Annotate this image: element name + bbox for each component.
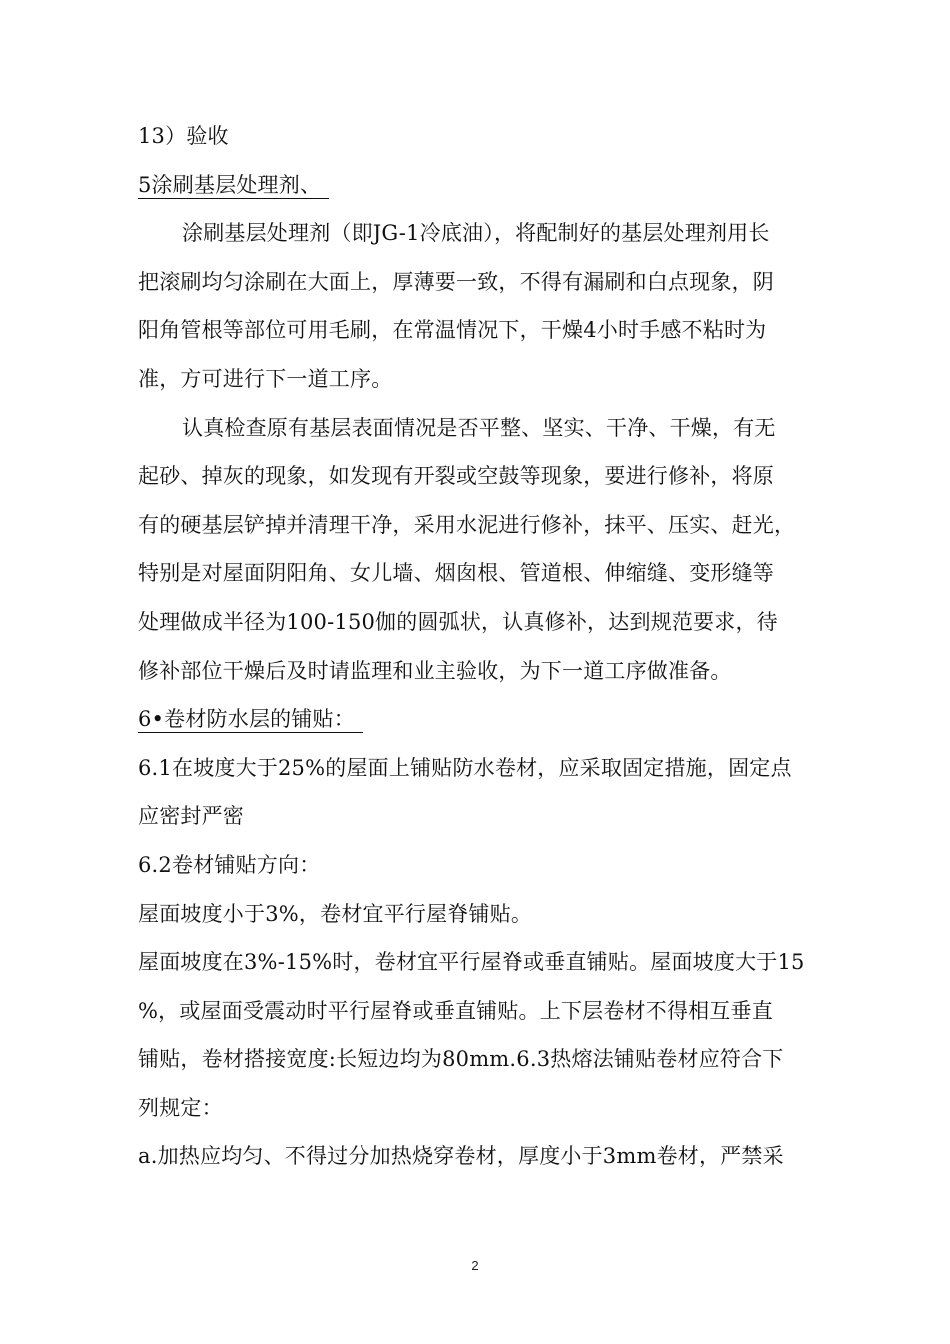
paragraph-line: %，或屋面受震动时平行屋脊或垂直铺贴。上下层卷材不得相互垂直: [138, 998, 773, 1023]
paragraph-line: 屋面坡度在3%-15%时，卷材宜平行屋脊或垂直铺贴。屋面坡度大于15: [138, 950, 805, 975]
paragraph-line: 涂刷基层处理剂（即JG-1冷底油），将配制好的基层处理剂用长: [182, 221, 770, 246]
paragraph-line: 13）验收: [138, 124, 229, 148]
page-number: 2: [471, 1258, 479, 1273]
paragraph-line: 屋面坡度小于3%，卷材宜平行屋脊铺贴。: [138, 901, 533, 926]
paragraph-line: a.加热应均匀、不得过分加热烧穿卷材，厚度小于3mm卷材，严禁采: [138, 1144, 784, 1169]
paragraph-line: 铺贴，卷材搭接宽度:长短边均为80mm.6.3热熔法铺贴卷材应符合下: [138, 1047, 784, 1072]
paragraph-line: 列规定：: [138, 1095, 223, 1120]
paragraph-line: 起砂、掉灰的现象，如发现有开裂或空鼓等现象，要进行修补，将原: [138, 464, 774, 489]
paragraph-line: 处理做成半径为100-150伽的圆弧状，认真修补，达到规范要求，待: [138, 609, 778, 634]
paragraph-line: 准，方可进行下一道工序。: [138, 366, 393, 391]
paragraph-line: 修补部位干燥后及时请监理和业主验收，为下一道工序做准备。: [138, 658, 732, 683]
paragraph-line: 应密封严密: [138, 804, 244, 829]
section-heading: [138, 695, 820, 744]
section-heading-text: 5涂刷基层处理剂、: [138, 172, 329, 199]
paragraph-line: 把滚刷均匀涂刷在大面上，厚薄要一致，不得有漏刷和白点现象，阴: [138, 269, 774, 294]
section-heading-text: 6•卷材防水层的铺贴：: [138, 706, 363, 733]
document-body: [138, 112, 820, 1181]
paragraph-line: 特别是对屋面阴阳角、女儿墙、烟囱根、管道根、伸缩缝、变形缝等: [138, 561, 774, 586]
paragraph-line: 认真检查原有基层表面情况是否平整、坚实、干净、干燥，有无: [182, 415, 776, 440]
paragraph-line: 阳角管根等部位可用毛刷，在常温情况下，干燥4小时手感不粘时为: [138, 318, 767, 343]
paragraph-line: 6.2卷材铺贴方向：: [138, 852, 321, 877]
paragraph-line: 6.1在坡度大于25%的屋面上铺贴防水卷材，应采取固定措施，固定点: [138, 755, 792, 780]
paragraph-line: 有的硬基层铲掉并清理干净，采用水泥进行修补，抹平、压实、赶光，: [138, 512, 796, 537]
section-heading: [138, 161, 820, 210]
